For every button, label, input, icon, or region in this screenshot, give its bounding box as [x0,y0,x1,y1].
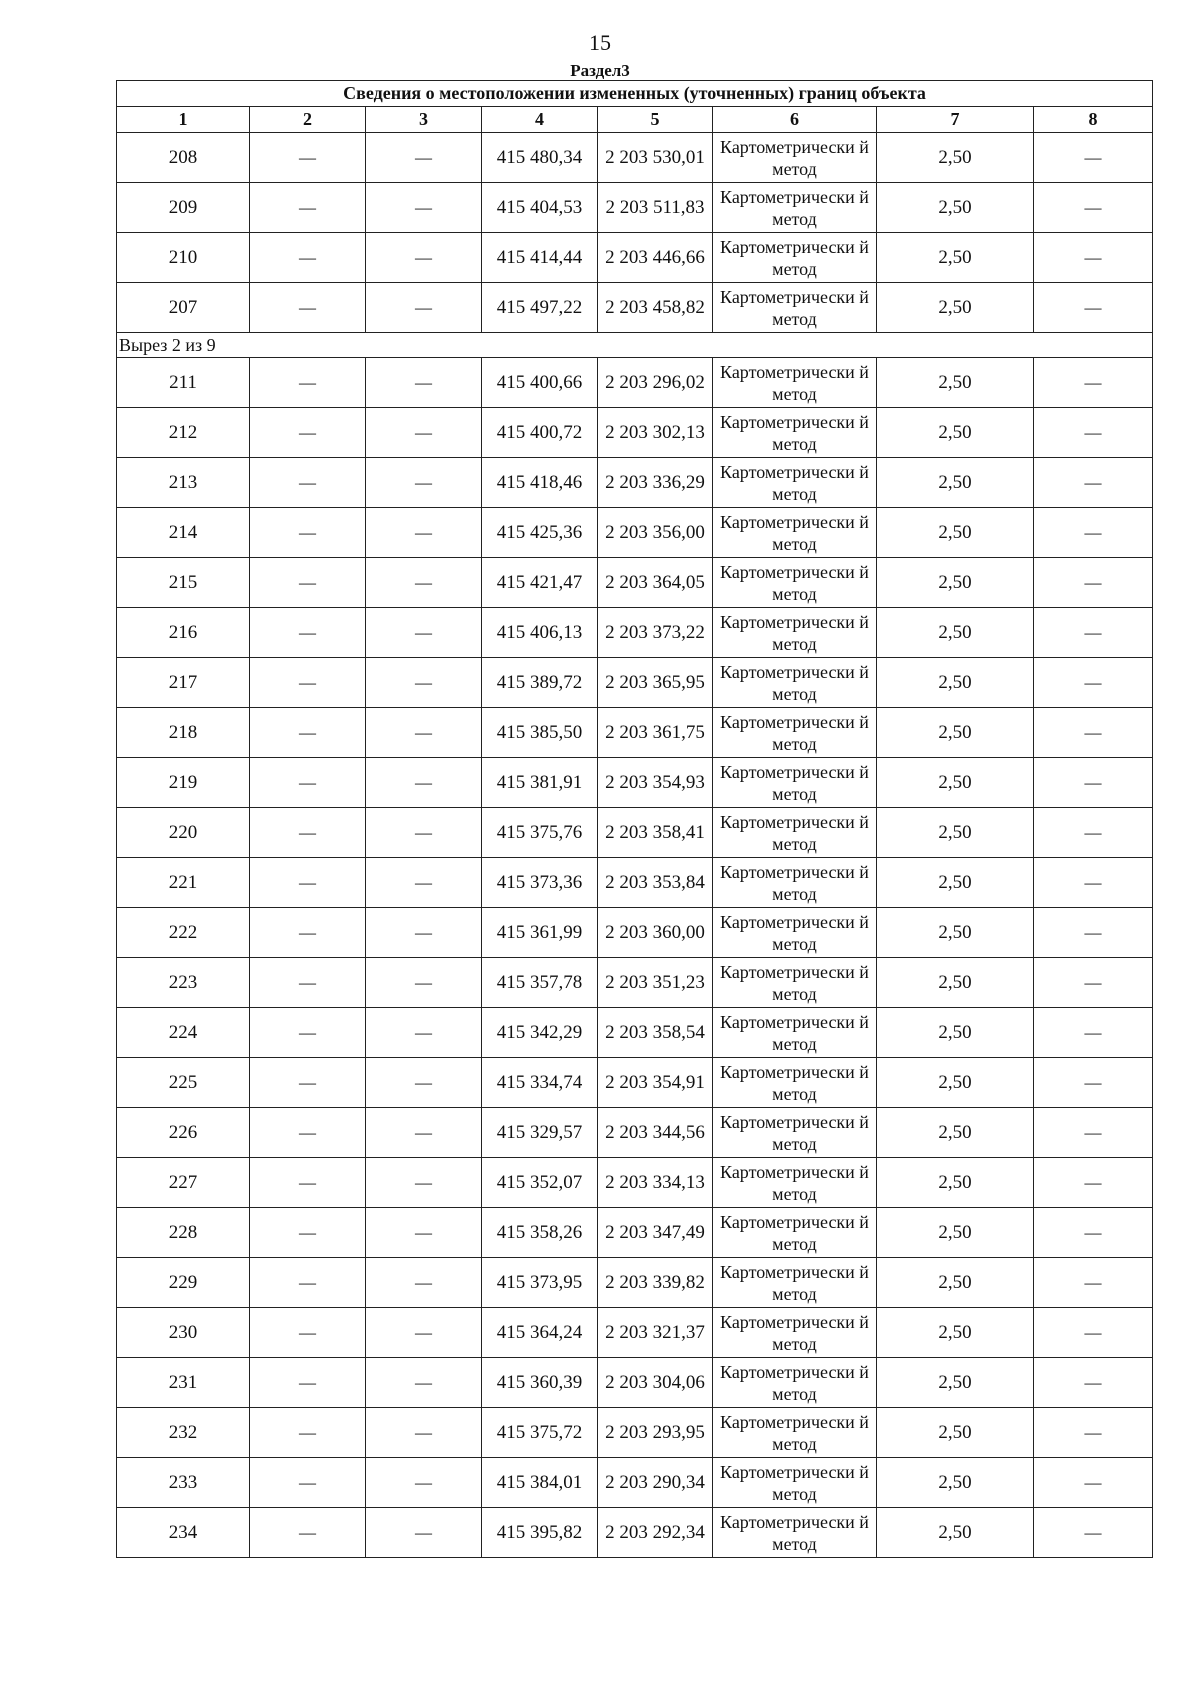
column-8-cell: — [1034,658,1153,708]
method-cell: Картометрически й метод [713,408,877,458]
y-coordinate-cell: 2 203 304,06 [598,1358,713,1408]
column-3-cell: — [366,1258,482,1308]
x-coordinate-cell: 415 361,99 [482,908,598,958]
column-number-row [117,107,1153,133]
column-2-cell: — [250,358,366,408]
y-coordinate-cell: 2 203 290,34 [598,1458,713,1508]
column-3-cell: — [366,358,482,408]
method-cell: Картометрически й метод [713,658,877,708]
column-3-cell: — [366,1108,482,1158]
column-8-cell: — [1034,408,1153,458]
x-coordinate-cell: 415 385,50 [482,708,598,758]
column-number: 1 [117,107,250,133]
column-2-cell: — [250,708,366,758]
table-row [117,708,1153,758]
accuracy-cell: 2,50 [877,908,1034,958]
point-number-cell: 208 [117,133,250,183]
y-coordinate-cell: 2 203 365,95 [598,658,713,708]
accuracy-cell: 2,50 [877,1408,1034,1458]
y-coordinate-cell: 2 203 358,54 [598,1008,713,1058]
accuracy-cell: 2,50 [877,133,1034,183]
table-row [117,1158,1153,1208]
method-cell: Картометрически й метод [713,133,877,183]
column-2-cell: — [250,408,366,458]
column-8-cell: — [1034,183,1153,233]
table-row [117,808,1153,858]
column-8-cell: — [1034,1208,1153,1258]
x-coordinate-cell: 415 334,74 [482,1058,598,1108]
column-2-cell: — [250,1458,366,1508]
point-number-cell: 225 [117,1058,250,1108]
column-2-cell: — [250,858,366,908]
y-coordinate-cell: 2 203 293,95 [598,1408,713,1458]
column-8-cell: — [1034,358,1153,408]
column-2-cell: — [250,283,366,333]
column-number: 7 [877,107,1034,133]
x-coordinate-cell: 415 480,34 [482,133,598,183]
column-number: 5 [598,107,713,133]
column-2-cell: — [250,1408,366,1458]
method-cell: Картометрически й метод [713,1508,877,1558]
method-cell: Картометрически й метод [713,708,877,758]
accuracy-cell: 2,50 [877,1308,1034,1358]
point-number-cell: 217 [117,658,250,708]
point-number-cell: 213 [117,458,250,508]
y-coordinate-cell: 2 203 292,34 [598,1508,713,1558]
group-label: Вырез 2 из 9 [117,333,1153,358]
accuracy-cell: 2,50 [877,233,1034,283]
x-coordinate-cell: 415 358,26 [482,1208,598,1258]
accuracy-cell: 2,50 [877,608,1034,658]
point-number-cell: 220 [117,808,250,858]
table-row [117,1308,1153,1358]
column-2-cell: — [250,1308,366,1358]
table-row [117,1458,1153,1508]
column-number: 4 [482,107,598,133]
point-number-cell: 207 [117,283,250,333]
column-2-cell: — [250,1058,366,1108]
column-3-cell: — [366,1358,482,1408]
column-8-cell: — [1034,1108,1153,1158]
column-8-cell: — [1034,1008,1153,1058]
x-coordinate-cell: 415 421,47 [482,558,598,608]
column-8-cell: — [1034,958,1153,1008]
table-row [117,1208,1153,1258]
method-cell: Картометрически й метод [713,758,877,808]
y-coordinate-cell: 2 203 354,91 [598,1058,713,1108]
table-row [117,408,1153,458]
column-3-cell: — [366,908,482,958]
method-cell: Картометрически й метод [713,558,877,608]
accuracy-cell: 2,50 [877,1508,1034,1558]
column-2-cell: — [250,558,366,608]
x-coordinate-cell: 415 352,07 [482,1158,598,1208]
column-3-cell: — [366,708,482,758]
point-number-cell: 211 [117,358,250,408]
table-row [117,658,1153,708]
point-number-cell: 214 [117,508,250,558]
method-cell: Картометрически й метод [713,1158,877,1208]
column-8-cell: — [1034,608,1153,658]
column-3-cell: — [366,858,482,908]
table-row [117,358,1153,408]
y-coordinate-cell: 2 203 353,84 [598,858,713,908]
column-3-cell: — [366,958,482,1008]
column-3-cell: — [366,1408,482,1458]
accuracy-cell: 2,50 [877,858,1034,908]
y-coordinate-cell: 2 203 358,41 [598,808,713,858]
column-3-cell: — [366,1208,482,1258]
accuracy-cell: 2,50 [877,808,1034,858]
accuracy-cell: 2,50 [877,1258,1034,1308]
accuracy-cell: 2,50 [877,1358,1034,1408]
table-row [117,858,1153,908]
column-3-cell: — [366,508,482,558]
accuracy-cell: 2,50 [877,758,1034,808]
y-coordinate-cell: 2 203 336,29 [598,458,713,508]
y-coordinate-cell: 2 203 360,00 [598,908,713,958]
column-2-cell: — [250,1108,366,1158]
x-coordinate-cell: 415 373,95 [482,1258,598,1308]
table-row [117,1258,1153,1308]
x-coordinate-cell: 415 360,39 [482,1358,598,1408]
column-number: 3 [366,107,482,133]
accuracy-cell: 2,50 [877,1458,1034,1508]
column-2-cell: — [250,1208,366,1258]
column-2-cell: — [250,508,366,558]
column-8-cell: — [1034,508,1153,558]
column-2-cell: — [250,658,366,708]
y-coordinate-cell: 2 203 361,75 [598,708,713,758]
point-number-cell: 222 [117,908,250,958]
accuracy-cell: 2,50 [877,458,1034,508]
point-number-cell: 230 [117,1308,250,1358]
table-row [117,1358,1153,1408]
table-row [117,1008,1153,1058]
column-8-cell: — [1034,1458,1153,1508]
column-2-cell: — [250,758,366,808]
column-8-cell: — [1034,1308,1153,1358]
x-coordinate-cell: 415 381,91 [482,758,598,808]
accuracy-cell: 2,50 [877,1208,1034,1258]
section-label: Раздел3 [570,61,630,80]
page-number: 15 [589,30,611,55]
table-row [117,458,1153,508]
column-number: 8 [1034,107,1153,133]
method-cell: Картометрически й метод [713,183,877,233]
column-number: 2 [250,107,366,133]
method-cell: Картометрически й метод [713,358,877,408]
x-coordinate-cell: 415 497,22 [482,283,598,333]
point-number-cell: 216 [117,608,250,658]
point-number-cell: 227 [117,1158,250,1208]
column-2-cell: — [250,458,366,508]
method-cell: Картометрически й метод [713,608,877,658]
column-2-cell: — [250,1358,366,1408]
accuracy-cell: 2,50 [877,1058,1034,1108]
y-coordinate-cell: 2 203 356,00 [598,508,713,558]
column-2-cell: — [250,233,366,283]
group-label-row [117,333,1153,358]
x-coordinate-cell: 415 342,29 [482,1008,598,1058]
x-coordinate-cell: 415 400,72 [482,408,598,458]
column-8-cell: — [1034,1408,1153,1458]
column-3-cell: — [366,558,482,608]
method-cell: Картометрически й метод [713,508,877,558]
x-coordinate-cell: 415 329,57 [482,1108,598,1158]
column-3-cell: — [366,133,482,183]
point-number-cell: 228 [117,1208,250,1258]
boundary-table-wrapper [116,80,1153,1558]
accuracy-cell: 2,50 [877,958,1034,1008]
table-row [117,558,1153,608]
point-number-cell: 223 [117,958,250,1008]
x-coordinate-cell: 415 364,24 [482,1308,598,1358]
point-number-cell: 232 [117,1408,250,1458]
y-coordinate-cell: 2 203 446,66 [598,233,713,283]
accuracy-cell: 2,50 [877,183,1034,233]
column-3-cell: — [366,658,482,708]
x-coordinate-cell: 415 425,36 [482,508,598,558]
accuracy-cell: 2,50 [877,408,1034,458]
table-row [117,1058,1153,1108]
y-coordinate-cell: 2 203 334,13 [598,1158,713,1208]
table-caption-row [117,81,1153,107]
table-caption: Сведения о местоположении измененных (уточненных) границ объекта [117,81,1153,107]
method-cell: Картометрически й метод [713,1358,877,1408]
column-3-cell: — [366,758,482,808]
column-8-cell: — [1034,758,1153,808]
point-number-cell: 209 [117,183,250,233]
accuracy-cell: 2,50 [877,1008,1034,1058]
column-3-cell: — [366,1508,482,1558]
point-number-cell: 234 [117,1508,250,1558]
column-8-cell: — [1034,1058,1153,1108]
method-cell: Картометрически й метод [713,1258,877,1308]
point-number-cell: 226 [117,1108,250,1158]
column-2-cell: — [250,808,366,858]
column-8-cell: — [1034,1508,1153,1558]
column-2-cell: — [250,1008,366,1058]
column-3-cell: — [366,183,482,233]
boundary-coordinates-table [116,80,1153,1558]
point-number-cell: 219 [117,758,250,808]
x-coordinate-cell: 415 357,78 [482,958,598,1008]
x-coordinate-cell: 415 418,46 [482,458,598,508]
y-coordinate-cell: 2 203 364,05 [598,558,713,608]
point-number-cell: 231 [117,1358,250,1408]
column-8-cell: — [1034,708,1153,758]
column-3-cell: — [366,808,482,858]
method-cell: Картометрически й метод [713,858,877,908]
y-coordinate-cell: 2 203 511,83 [598,183,713,233]
column-3-cell: — [366,1058,482,1108]
column-2-cell: — [250,1258,366,1308]
y-coordinate-cell: 2 203 347,49 [598,1208,713,1258]
y-coordinate-cell: 2 203 373,22 [598,608,713,658]
column-8-cell: — [1034,1158,1153,1208]
method-cell: Картометрически й метод [713,1308,877,1358]
column-3-cell: — [366,1008,482,1058]
column-8-cell: — [1034,858,1153,908]
accuracy-cell: 2,50 [877,558,1034,608]
method-cell: Картометрически й метод [713,458,877,508]
accuracy-cell: 2,50 [877,1108,1034,1158]
table-row [117,758,1153,808]
method-cell: Картометрически й метод [713,908,877,958]
point-number-cell: 229 [117,1258,250,1308]
accuracy-cell: 2,50 [877,508,1034,558]
table-row [117,508,1153,558]
column-2-cell: — [250,958,366,1008]
table-row [117,133,1153,183]
y-coordinate-cell: 2 203 351,23 [598,958,713,1008]
y-coordinate-cell: 2 203 354,93 [598,758,713,808]
column-3-cell: — [366,408,482,458]
column-3-cell: — [366,233,482,283]
column-8-cell: — [1034,1358,1153,1408]
column-8-cell: — [1034,458,1153,508]
column-8-cell: — [1034,133,1153,183]
column-8-cell: — [1034,908,1153,958]
y-coordinate-cell: 2 203 339,82 [598,1258,713,1308]
method-cell: Картометрически й метод [713,808,877,858]
point-number-cell: 221 [117,858,250,908]
table-row [117,233,1153,283]
method-cell: Картометрически й метод [713,1208,877,1258]
method-cell: Картометрически й метод [713,233,877,283]
x-coordinate-cell: 415 389,72 [482,658,598,708]
point-number-cell: 233 [117,1458,250,1508]
accuracy-cell: 2,50 [877,658,1034,708]
x-coordinate-cell: 415 406,13 [482,608,598,658]
point-number-cell: 215 [117,558,250,608]
table-row [117,608,1153,658]
x-coordinate-cell: 415 384,01 [482,1458,598,1508]
table-row [117,958,1153,1008]
method-cell: Картометрически й метод [713,1008,877,1058]
x-coordinate-cell: 415 375,76 [482,808,598,858]
column-2-cell: — [250,1158,366,1208]
point-number-cell: 210 [117,233,250,283]
column-3-cell: — [366,1158,482,1208]
x-coordinate-cell: 415 400,66 [482,358,598,408]
method-cell: Картометрически й метод [713,1408,877,1458]
accuracy-cell: 2,50 [877,283,1034,333]
column-2-cell: — [250,608,366,658]
method-cell: Картометрически й метод [713,1458,877,1508]
table-row [117,908,1153,958]
y-coordinate-cell: 2 203 321,37 [598,1308,713,1358]
column-8-cell: — [1034,283,1153,333]
column-2-cell: — [250,1508,366,1558]
column-2-cell: — [250,133,366,183]
accuracy-cell: 2,50 [877,708,1034,758]
x-coordinate-cell: 415 375,72 [482,1408,598,1458]
method-cell: Картометрически й метод [713,958,877,1008]
method-cell: Картометрически й метод [713,283,877,333]
accuracy-cell: 2,50 [877,358,1034,408]
column-8-cell: — [1034,558,1153,608]
column-8-cell: — [1034,233,1153,283]
x-coordinate-cell: 415 395,82 [482,1508,598,1558]
table-row [117,283,1153,333]
column-3-cell: — [366,608,482,658]
y-coordinate-cell: 2 203 344,56 [598,1108,713,1158]
accuracy-cell: 2,50 [877,1158,1034,1208]
y-coordinate-cell: 2 203 458,82 [598,283,713,333]
table-row [117,183,1153,233]
method-cell: Картометрически й метод [713,1058,877,1108]
y-coordinate-cell: 2 203 530,01 [598,133,713,183]
method-cell: Картометрически й метод [713,1108,877,1158]
y-coordinate-cell: 2 203 302,13 [598,408,713,458]
column-8-cell: — [1034,808,1153,858]
table-row [117,1108,1153,1158]
table-row [117,1508,1153,1558]
point-number-cell: 212 [117,408,250,458]
column-3-cell: — [366,283,482,333]
x-coordinate-cell: 415 414,44 [482,233,598,283]
column-3-cell: — [366,1308,482,1358]
column-8-cell: — [1034,1258,1153,1308]
point-number-cell: 224 [117,1008,250,1058]
column-number: 6 [713,107,877,133]
x-coordinate-cell: 415 373,36 [482,858,598,908]
table-row [117,1408,1153,1458]
column-2-cell: — [250,908,366,958]
y-coordinate-cell: 2 203 296,02 [598,358,713,408]
column-2-cell: — [250,183,366,233]
x-coordinate-cell: 415 404,53 [482,183,598,233]
point-number-cell: 218 [117,708,250,758]
column-3-cell: — [366,458,482,508]
column-3-cell: — [366,1458,482,1508]
